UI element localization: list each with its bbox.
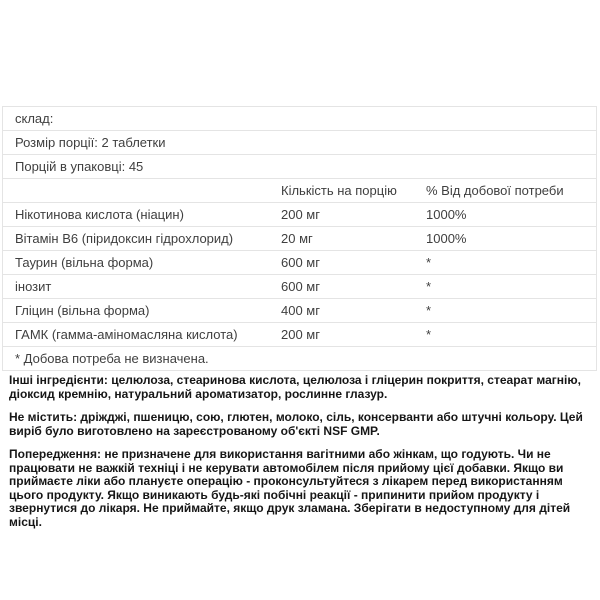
ingredient-daily-value: * [426, 255, 432, 270]
ingredient-name: інозит [15, 279, 52, 294]
table-row [3, 227, 596, 251]
ingredient-amount: 200 мг [281, 207, 320, 222]
table-row-servings-per-container [3, 155, 596, 179]
table-footnote-row [3, 347, 596, 371]
ingredient-daily-value: * [426, 303, 432, 318]
ingredient-name: Гліцин (вільна форма) [15, 303, 150, 318]
table-row-composition [3, 107, 596, 131]
column-header-daily-value: % Від добової потреби [426, 183, 564, 198]
ingredient-name: Нікотинова кислота (ніацин) [15, 207, 184, 222]
ingredient-amount: 400 мг [281, 303, 320, 318]
ingredient-daily-value: * [426, 327, 432, 342]
ingredient-amount: 200 мг [281, 327, 320, 342]
ingredient-daily-value: * [426, 279, 432, 294]
ingredient-name: Вітамін B6 (піридоксин гідрохлорид) [15, 231, 234, 246]
serving-size-text: Розмір порції: 2 таблетки [15, 135, 166, 150]
does-not-contain-text: Не містить: дріжджі, пшеницю, сою, глютен, молоко, сіль, консерванти або штучні кольору. Цей виріб було виготовлено на зареєстрованому об'єкті NSF GMP. [9, 410, 583, 438]
table-row-serving-size [3, 131, 596, 155]
warning-text: Попередження: не призначене для використання вагітними або жінкам, що годують. Чи не працювати не важкій техніці і не керувати автомобілем після прийому цієї добавки. Якщо ви приймаєте ліки або плануєте операцію - проконсультуйтеся з лікарем перед використанням цього продукту. Якщо виникають будь-які побічні реакції - припинити прийом продукту і звернутися до лікаря. Не приймайте, якщо друк зламана. Зберігати в недоступному для дітей місці. [9, 447, 571, 529]
table-row [3, 203, 596, 227]
table-row [3, 251, 596, 275]
table-header-row [3, 179, 596, 203]
servings-per-container-text: Порцій в упаковці: 45 [15, 159, 144, 174]
ingredient-name: ГАМК (гамма-аміномасляна кислота) [15, 327, 238, 342]
ingredient-daily-value: 1000% [426, 207, 467, 222]
composition-label: склад: [15, 111, 54, 126]
ingredient-amount: 20 мг [281, 231, 313, 246]
table-row [3, 323, 596, 347]
daily-value-footnote: * Добова потреба не визначена. [15, 351, 209, 366]
column-header-amount: Кількість на порцію [281, 183, 397, 198]
table-row [3, 299, 596, 323]
notes-section [9, 374, 592, 539]
ingredient-name: Таурин (вільна форма) [15, 255, 154, 270]
supplement-facts-table [2, 106, 597, 371]
ingredient-daily-value: 1000% [426, 231, 467, 246]
ingredient-amount: 600 мг [281, 279, 320, 294]
table-row [3, 275, 596, 299]
ingredient-amount: 600 мг [281, 255, 320, 270]
other-ingredients-text: Інші інгредієнти: целюлоза, стеаринова кислота, целюлоза і гліцерин покриття, стеарат магнію, діоксид кремнію, натуральний ароматизатор, рослинне глазур. [9, 373, 581, 401]
